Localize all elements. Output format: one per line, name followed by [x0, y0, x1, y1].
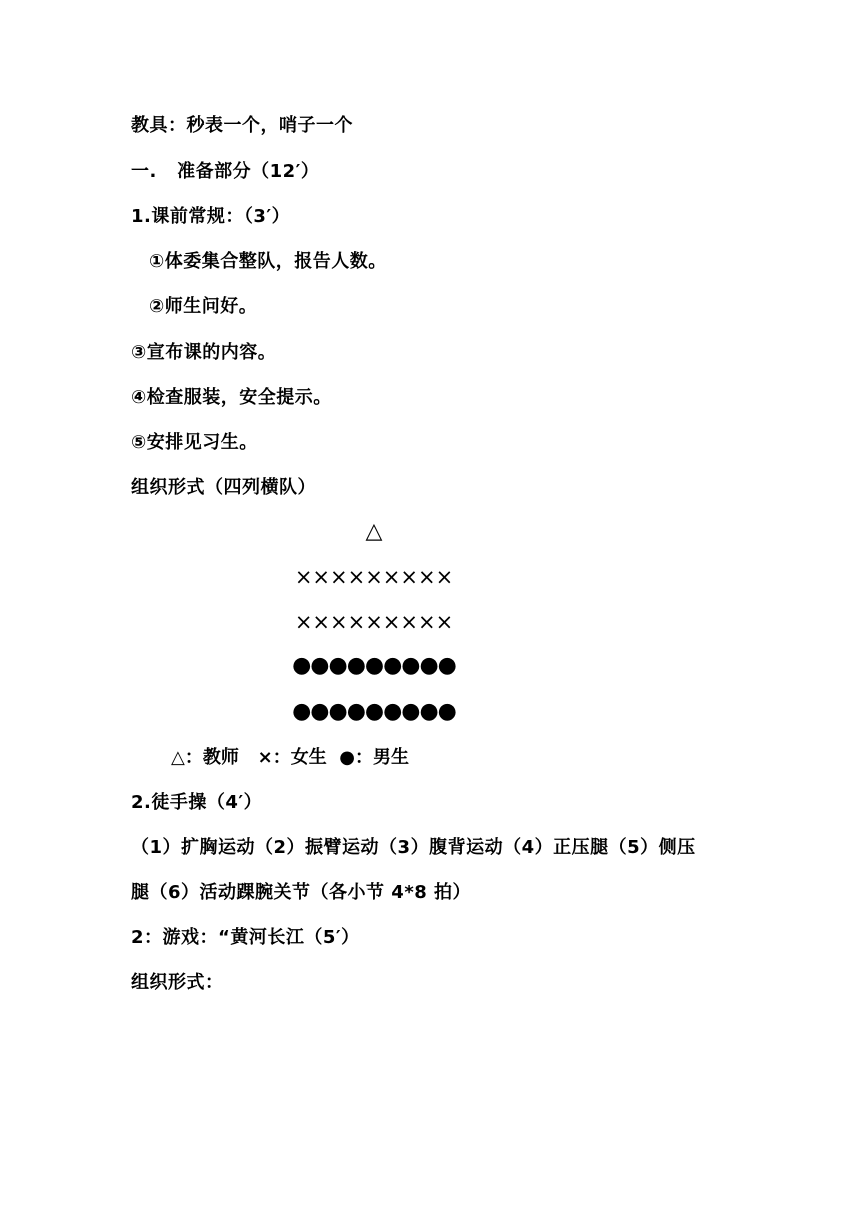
male-row-2: ●●●●●●●●● — [292, 699, 456, 724]
routine-item-1: ①体委集合整队，报告人数。 — [149, 251, 387, 272]
teacher-symbol: △ — [365, 519, 383, 544]
section-1-heading: 一. 准备部分（12′） — [131, 161, 320, 182]
male-row-1: ●●●●●●●●● — [292, 653, 456, 678]
game-formation-heading: 组织形式： — [131, 972, 224, 993]
equipment-line: 教具：秒表一个，哨子一个 — [131, 115, 353, 136]
female-row-2: ××××××××× — [294, 610, 454, 634]
formation-legend: △：教师 ×：女生 ●：男生 — [171, 747, 409, 768]
routine-item-4: ④检查服装，安全提示。 — [131, 387, 332, 408]
formation-heading: 组织形式（四列横队） — [131, 477, 316, 498]
exercise-list-line-2: 腿（6）活动踝腕关节（各小节 4*8 拍） — [131, 882, 472, 903]
routine-item-5: ⑤安排见习生。 — [131, 432, 258, 453]
exercise-list-line-1: （1）扩胸运动（2）振臂运动（3）腹背运动（4）正压腿（5）侧压 — [131, 837, 696, 858]
female-row-1: ××××××××× — [294, 565, 454, 589]
routine-item-2: ②师生问好。 — [149, 296, 258, 317]
routine-heading: 1.课前常规：（3′） — [131, 206, 291, 227]
exercise-heading: 2.徒手操（4′） — [131, 792, 263, 813]
routine-item-3: ③宣布课的内容。 — [131, 342, 277, 363]
game-heading: 2：游戏：“黄河长江（5′） — [131, 927, 360, 948]
